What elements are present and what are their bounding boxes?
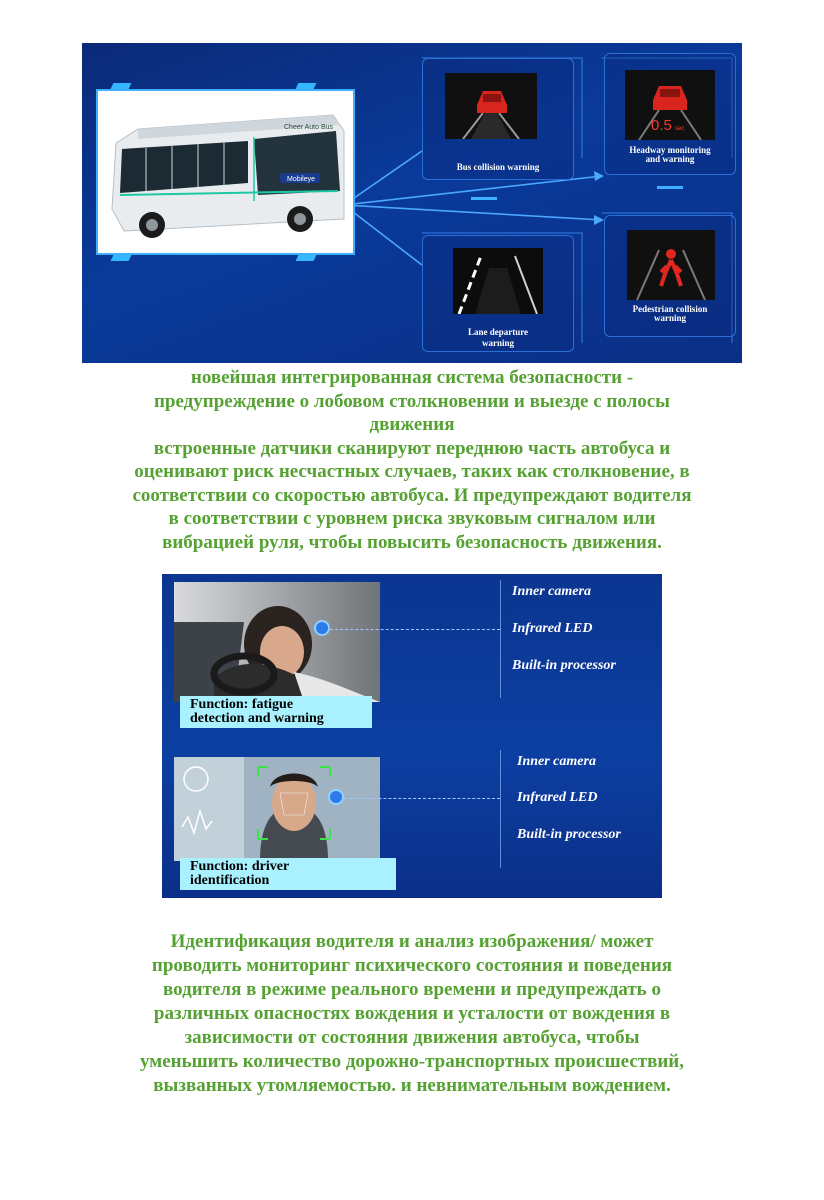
- card-bus-collision: [422, 58, 574, 180]
- text-line: встроенные датчики сканируют переднюю часть автобуса и: [153, 437, 671, 459]
- text-line: в соответствии с уровнем риска звуковым сигналом или: [168, 508, 656, 529]
- fatigue-function-label: Function: fatigue detection and warning: [180, 696, 372, 728]
- headway-thumb: [625, 70, 715, 140]
- drowsy-driver-illustration: [174, 582, 380, 702]
- divider: [500, 580, 501, 698]
- camera-marker-icon: [328, 789, 344, 805]
- pedestrian-thumb: [627, 230, 715, 300]
- driver-monitoring-diagram: [162, 574, 662, 898]
- headway-readout: 0.5 sec: [651, 117, 685, 134]
- text-line: вызванных утомляемостью. и невнимательным вождением.: [153, 1075, 671, 1096]
- text-line: новейшая интегрированная система безопасности -: [190, 367, 634, 388]
- fatigue-photo: [174, 582, 380, 702]
- bus-image: [96, 89, 355, 255]
- pedestrian-icon: [627, 230, 715, 300]
- face-scan-illustration: [174, 757, 380, 861]
- lane-departure-thumb: [453, 248, 543, 314]
- card-headway: [604, 53, 736, 175]
- lane-departure-label-1: Lane departure: [467, 327, 529, 337]
- bus-brand-text: Cheer Auto Bus: [284, 124, 334, 131]
- card-pedestrian: [604, 215, 736, 337]
- adas-diagram: [82, 43, 742, 363]
- text-line: уменьшить количество дорожно-транспортных происшествий,: [140, 1051, 684, 1072]
- headway-label-2: and warning: [645, 154, 695, 164]
- feature-infrared-led: Infrared LED: [512, 621, 593, 636]
- feature-inner-camera: Inner camera: [517, 754, 596, 769]
- headway-label-1: Headway monitoring: [629, 145, 711, 155]
- text-line: оценивают риск несчастных случаев, таких как столкновение, в: [134, 461, 690, 482]
- feature-builtin-processor: Built-in processor: [512, 658, 616, 673]
- text-line: соответствии со скоростью автобуса. И предупреждают водителя: [132, 484, 692, 506]
- identification-function-label: Function: driver identification: [180, 858, 396, 890]
- bus-illustration: [98, 91, 349, 249]
- identification-photo: [174, 757, 380, 861]
- leader-line: [330, 629, 500, 630]
- text-line: движения: [369, 414, 455, 435]
- lane-lines-icon: [453, 248, 543, 314]
- red-car-icon: [445, 73, 537, 139]
- text-line: вибрацией руля, чтобы повысить безопасность движения.: [162, 531, 662, 553]
- feature-inner-camera: Inner camera: [512, 584, 591, 599]
- feature-infrared-led: Infrared LED: [517, 790, 598, 805]
- lane-departure-label-2: warning: [481, 338, 514, 348]
- text-line: водителя в режиме реального времени и предупреждать о: [163, 979, 661, 1000]
- adas-description: [60, 366, 764, 554]
- bus-collision-label: Bus collision warning: [456, 162, 540, 172]
- text-line: предупреждение о лобовом столкновении и выезде с полосы: [153, 390, 671, 412]
- feature-builtin-processor: Built-in processor: [517, 827, 621, 842]
- leader-line: [344, 798, 500, 799]
- divider: [500, 750, 501, 868]
- text-line: Идентификация водителя и анализ изображения/ может: [170, 931, 654, 952]
- text-line: проводить мониторинг психического состояния и поведения: [151, 955, 673, 976]
- pedestrian-label-2: warning: [653, 313, 686, 323]
- dms-description: [60, 930, 764, 1098]
- text-line: различных опасностях вождения и усталости от вождения в: [153, 1003, 671, 1024]
- bus-collision-thumb: [445, 73, 537, 139]
- card-lane-departure: [422, 235, 574, 352]
- mobileye-badge: Mobileye: [287, 176, 316, 183]
- text-line: зависимости от состояния движения автобуса, чтобы: [184, 1027, 640, 1048]
- camera-marker-icon: [314, 620, 330, 636]
- pedestrian-label-1: Pedestrian collision: [632, 304, 708, 314]
